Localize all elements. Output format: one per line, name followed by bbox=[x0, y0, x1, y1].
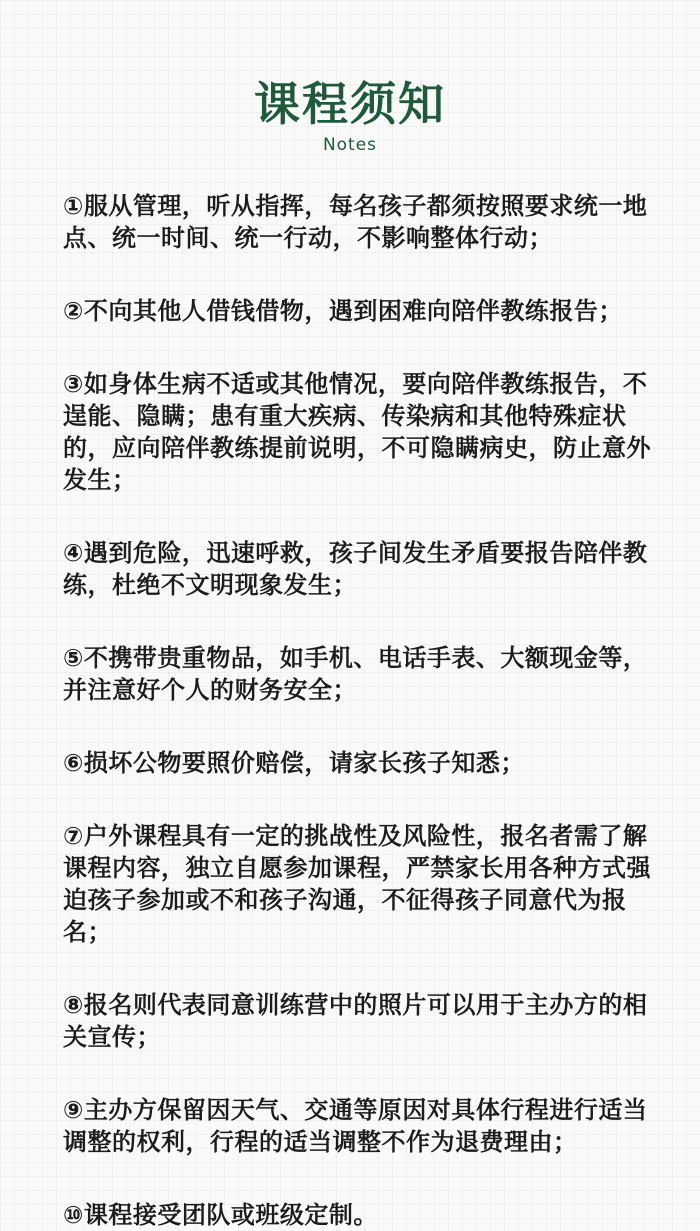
note-item-7: ⑦户外课程具有一定的挑战性及风险性，报名者需了解课程内容，独立自愿参加课程，严禁家长用各种方式强迫孩子参加或不和孩子沟通，不征得孩子同意代为报名； bbox=[63, 822, 651, 946]
header bbox=[0, 76, 700, 156]
note-item-8: ⑧报名则代表同意训练营中的照片可以用于主办方的相关宣传； bbox=[63, 991, 648, 1051]
note-item-4: ④遇到危险，迅速呼救，孩子间发生矛盾要报告陪伴教练，杜绝不文明现象发生； bbox=[63, 539, 648, 599]
page-title: 课程须知 bbox=[254, 77, 446, 131]
note-item-6: ⑥损坏公物要照价赔偿，请家长孩子知悉； bbox=[63, 749, 525, 777]
note-item-10: ⑩课程接受团队或班级定制。 bbox=[63, 1201, 378, 1229]
note-item-9: ⑨主办方保留因天气、交通等原因对具体行程进行适当调整的权利，行程的适当调整不作为退费理由； bbox=[63, 1096, 648, 1156]
note-item-3: ③如身体生病不适或其他情况，要向陪伴教练报告，不逞能、隐瞒；患有重大疾病、传染病和其他特殊症状的，应向陪伴教练提前说明，不可隐瞒病史，防止意外发生； bbox=[63, 370, 651, 494]
note-item-5: ⑤不携带贵重物品，如手机、电话手表、大额现金等，并注意好个人的财务安全； bbox=[63, 644, 648, 704]
note-item-2: ②不向其他人借钱借物，遇到困难向陪伴教练报告； bbox=[63, 297, 623, 325]
page-subtitle: Notes bbox=[322, 135, 378, 155]
notes-list bbox=[63, 190, 653, 1231]
note-item-1: ①服从管理，听从指挥，每名孩子都须按照要求统一地点、统一时间、统一行动，不影响整体行动； bbox=[63, 192, 648, 252]
